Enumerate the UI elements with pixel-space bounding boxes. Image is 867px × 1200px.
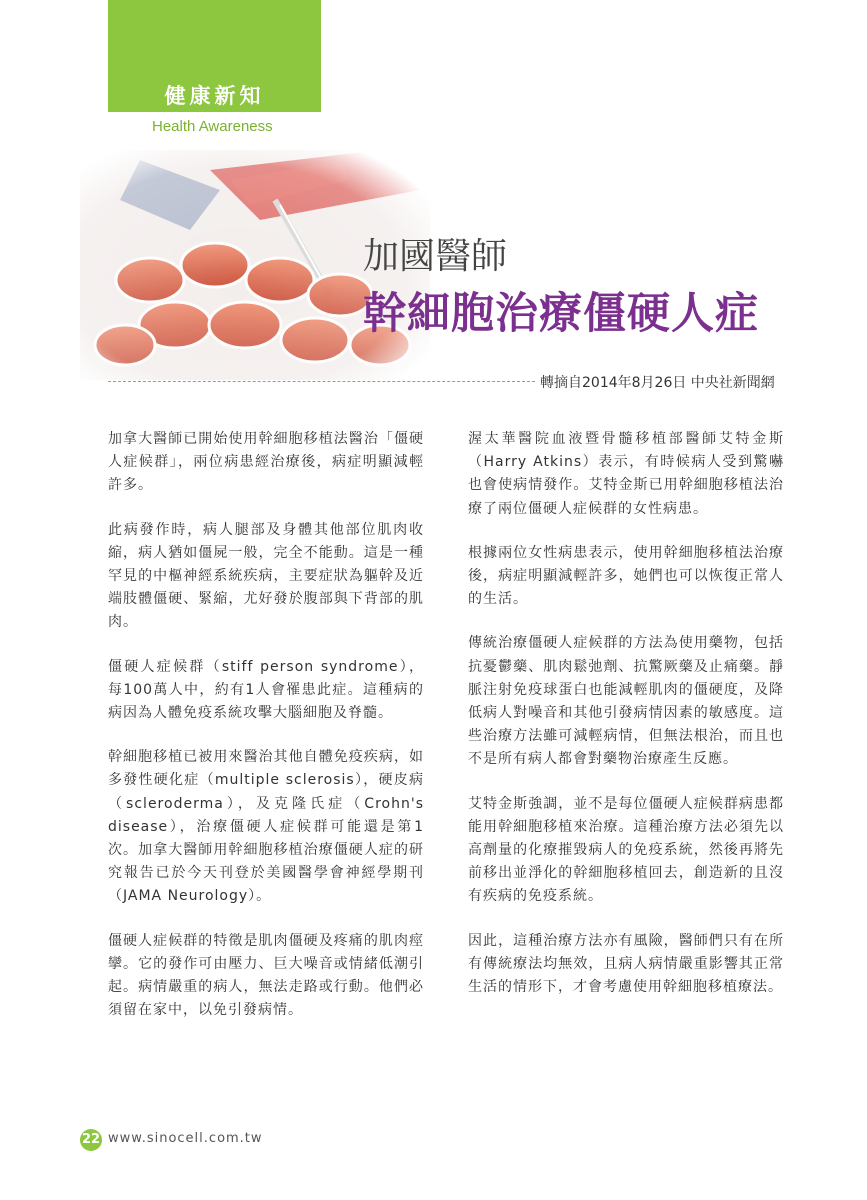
paragraph: 艾特金斯強調，並不是每位僵硬人症候群病患都能用幹細胞移植來治療。這種治療方法必須先以高劑量的化療摧毀病人的免疫系統，然後再將先前移出並淨化的幹細胞移植回去，創造新的且沒有疾病的免疫系統。 (468, 795, 784, 905)
paragraph: 因此，這種治療方法亦有風險，醫師們只有在所有傳統療法均無效，且病人病情嚴重影響其正常生活的情形下，才會考慮使用幹細胞移植療法。 (468, 932, 784, 996)
article-title-line2: 幹細胞治療僵硬人症 (363, 289, 759, 339)
divider (108, 381, 535, 382)
paragraph: 僵硬人症候群的特徵是肌肉僵硬及疼痛的肌肉痙攣。它的發作可由壓力、巨大噪音或情緒低潮引起。病情嚴重的病人，無法走路或行動。他們必須留在家中，以免引發病情。 (108, 932, 424, 1019)
right-column (468, 428, 784, 1020)
article-title-line1: 加國醫師 (363, 236, 508, 277)
page-number: 22 (80, 1129, 102, 1151)
left-column (108, 428, 424, 1043)
paragraph: 僵硬人症候群（stiff person syndrome），每100萬人中，約有1人會罹患此症。這種病的病因為人體免疫系統攻擊大腦細胞及脊髓。 (108, 658, 424, 722)
paragraph: 根據兩位女性病患表示，使用幹細胞移植法治療後，病症明顯減輕許多，她們也可以恢復正常人的生活。 (468, 544, 784, 608)
article-source: 轉摘自2014年8月26日 中央社新聞網 (540, 375, 775, 391)
paragraph: 此病發作時，病人腿部及身體其他部位肌肉收縮，病人猶如僵屍一般，完全不能動。這是一種罕見的中樞神經系統疾病，主要症狀為軀幹及近端肢體僵硬、緊縮，尤好發於腹部與下背部的肌肉。 (108, 521, 424, 631)
paragraph: 渥太華醫院血液暨骨髓移植部醫師艾特金斯（Harry Atkins）表示，有時候病人受到驚嚇也會使病情發作。艾特金斯已用幹細胞移植法治療了兩位僵硬人症候群的女性病患。 (468, 431, 784, 517)
section-tab (108, 0, 321, 112)
paragraph: 傳統治療僵硬人症候群的方法為使用藥物，包括抗憂鬱藥、肌肉鬆弛劑、抗驚厥藥及止痛藥。靜脈注射免疫球蛋白也能減輕肌肉的僵硬度，及降低病人對噪音和其他引發病情因素的敏感度。這些治療方法雖可減輕病情，但無法根治，而且也不是所有病人都會對藥物治療產生反應。 (468, 635, 784, 768)
paragraph: 幹細胞移植已被用來醫治其他自體免疫疾病，如多發性硬化症（multiple sclerosis），硬皮病（scleroderma），及克隆氏症（Crohn's disease），治療僵硬人症候群可能還是第1次。加拿大醫師用幹細胞移植治療僵硬人症的研究報告已於今天刊登於美國醫學會神經學期刊（JAMA Neurology）。 (108, 749, 424, 905)
website-link[interactable]: www.sinocell.com.tw (108, 1131, 263, 1146)
paragraph: 加拿大醫師已開始使用幹細胞移植法醫治「僵硬人症候群」，兩位病患經治療後，病症明顯減輕許多。 (108, 431, 424, 494)
section-title-cn: 健康新知 (164, 84, 265, 108)
section-title-en: Health Awareness (152, 118, 273, 135)
